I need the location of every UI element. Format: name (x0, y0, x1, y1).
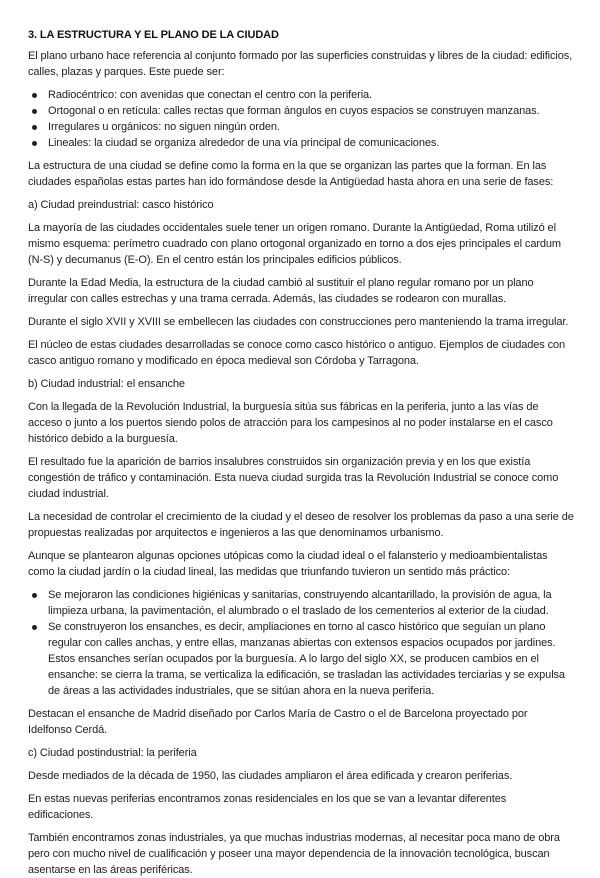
structure-paragraph: La estructura de una ciudad se define como la forma en la que se organizan las partes que la forman. En las ciudades españolas estas partes han ido formándose desde la Antigüedad hasta ahora en una serie de fases: (28, 160, 554, 188)
list-item: Ortogonal o en retícula: calles rectas que forman ángulos en cuyos espacios se construyen manzanas. (28, 103, 574, 119)
paragraph: Durante la Edad Media, la estructura de la ciudad cambió al sustituir el plano regular romano por un plano irregular con calles estrechas y una trama cerrada. Además, las ciudades se rodearon con murallas. (28, 277, 534, 305)
subsection-heading-b: b) Ciudad industrial: el ensanche (28, 378, 185, 390)
list-item: Se construyeron los ensanches, es decir, ampliaciones en torno al casco histórico que seguían un plano regular con calles anchas, y entre ellas, manzanas abiertas con extensos espacios ocupados por jardines. Estos ensanches serían ocupados por la burguesía. A lo largo del siglo XX, se producen cambios en el ensanche: se cierra la trama, se verticaliza la edificación, se trasladan las actividades terciarias y se expulsa de áreas a las actividades industriales, que se sitúan ahora en la nueva periferia. (28, 619, 574, 699)
paragraph: En estas nuevas periferias encontramos zonas residenciales en los que se van a levantar diferentes edificaciones. (28, 793, 507, 821)
paragraph: El resultado fue la aparición de barrios insalubres construidos sin organización previa y en los que existía congestión de tráfico y contaminación. Esta nueva ciudad surgida tras la Revolución Industrial se conoce como ciudad industrial. (28, 456, 559, 500)
paragraph: Durante el siglo XVII y XVIII se embellecen las ciudades con construcciones pero manteniendo la trama irregular. (28, 316, 569, 328)
paragraph: La mayoría de las ciudades occidentales suele tener un origen romano. Durante la Antigüedad, Roma utilizó el mismo esquema: perímetro cuadrado con plano ortogonal organizado en torno a dos ejes principales el cardum (N-S) y decumanus (E-O). En el centro están los principales edificios públicos. (28, 222, 561, 266)
list-item: Se mejoraron las condiciones higiénicas y sanitarias, construyendo alcantarillado, la provisión de agua, la limpieza urbana, la pavimentación, el alumbrado o el traslado de los cementerios al exterior de la ciudad. (28, 587, 574, 619)
paragraph: El núcleo de estas ciudades desarrolladas se conoce como casco histórico o antiguo. Ejemplos de ciudades con casco antiguo romano y modificado en época medieval son Córdoba y Tarragona. (28, 339, 566, 367)
section-title: 3. LA ESTRUCTURA Y EL PLANO DE LA CIUDAD (28, 29, 279, 41)
measures-list (28, 587, 574, 699)
subsection-heading-c: c) Ciudad postindustrial: la periferia (28, 747, 197, 759)
paragraph: Aunque se plantearon algunas opciones utópicas como la ciudad ideal o el falansterio y medioambientalistas como la ciudad jardín o la ciudad lineal, las medidas que triunfando tuvieron un sentido más práctico: (28, 550, 548, 578)
subsection-heading-a: a) Ciudad preindustrial: casco histórico (28, 199, 214, 211)
paragraph: Desde mediados de la década de 1950, las ciudades ampliaron el área edificada y crearon periferias. (28, 770, 513, 782)
list-item: Irregulares u orgánicos: no siguen ningún orden. (28, 119, 574, 135)
paragraph: Destacan el ensanche de Madrid diseñado por Carlos María de Castro o el de Barcelona proyectado por Idelfonso Cerdá. (28, 708, 528, 736)
list-item: Radiocéntrico: con avenidas que conectan el centro con la periferia. (28, 87, 574, 103)
list-item: Lineales: la ciudad se organiza alrededor de una vía principal de comunicaciones. (28, 135, 574, 151)
plan-types-list (28, 87, 574, 151)
intro-paragraph: El plano urbano hace referencia al conjunto formado por las superficies construidas y libres de la ciudad: edificios, calles, plazas y parques. Este puede ser: (28, 50, 573, 78)
paragraph: La necesidad de controlar el crecimiento de la ciudad y el deseo de resolver los problemas da paso a una serie de propuestas realizadas por arquitectos e ingenieros a las que denominamos urbanismo. (28, 511, 574, 539)
paragraph: También encontramos zonas industriales, ya que muchas industrias modernas, al necesitar poca mano de obra pero con mucho nivel de cualificación y poseer una mayor dependencia de la innovación tecnológica, buscan asentarse en las áreas periféricas. (28, 832, 560, 876)
paragraph: Con la llegada de la Revolución Industrial, la burguesía sitúa sus fábricas en la periferia, junto a las vías de acceso o junto a los puertos siendo polos de atracción para los campesinos al no poder instalarse en el casco histórico debido a la burguesía. (28, 401, 553, 445)
